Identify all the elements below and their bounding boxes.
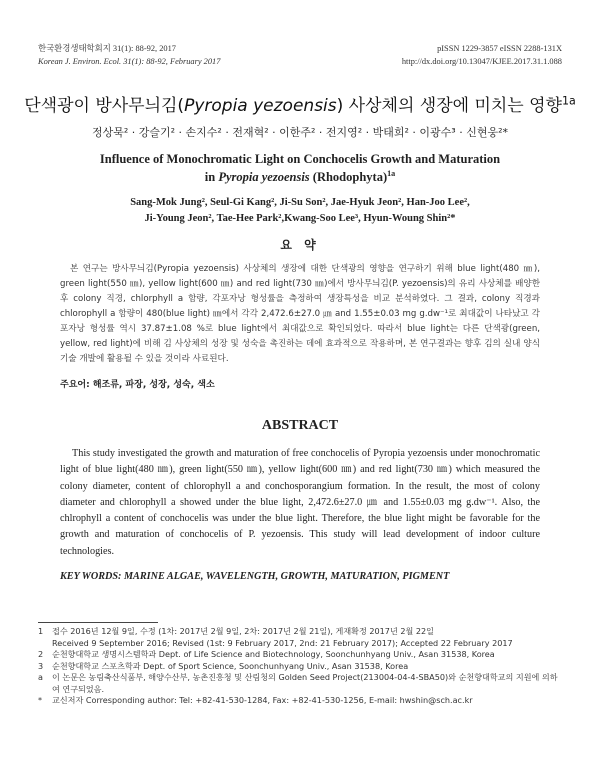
footnote-text: 접수 2016년 12월 9일, 수정 (1차: 2017년 2월 9일, 2차: 2017년 2월 21일), 게재확정 2017년 2월 22일 xyxy=(52,626,434,636)
title-kr-sup: 1a xyxy=(561,94,576,108)
authors-en xyxy=(40,195,560,227)
footnote-mark: 2 xyxy=(38,649,44,659)
footnote-mark: * xyxy=(38,695,43,705)
authors-en-line2: Ji-Young Jeon², Tae-Hee Park²,Kwang-Soo Lee³, Hyun-Woung Shin²* xyxy=(144,213,456,224)
footnote-text: 순천향대학교 스포츠학과 Dept. of Sport Science, Soonchunhyang Univ., Asan 31538, Korea xyxy=(52,660,409,671)
footnote-mark: 1 xyxy=(38,626,44,636)
title-kr-pre: 단색광이 방사무늬김( xyxy=(24,96,185,116)
footnote-mark: 3 xyxy=(38,660,44,671)
page-title-en xyxy=(40,150,560,186)
abstract-en-text: This study investigated the growth and maturation of free conchocelis of Pyropia yezoensis under monochromatic light of blue light(480 ㎚), green light(550 ㎚), yellow light(600 ㎚) and red light(730 ㎚) which measured the colony diameter, content of chlorophyll a and conchosporangium formation. In the result, the most of colony diameter and chlorophyll a showed under the blue light, 2,472.6±27.0 ㎛ and 1.55±0.03 mg g.dw⁻¹. Also, the chlrophyll a content of conchocelis was under the blue light. Therefore, the blue light might be favorable for the growth and maturation of conchocelis of P. yezoensis. This study will lead development of indoor culture technologies. xyxy=(60,448,540,557)
footnote-divider xyxy=(38,622,158,623)
footnote-mark xyxy=(38,638,52,650)
authors-en-line1: Sang-Mok Jung², Seul-Gi Kang², Ji-Su Son², Jae-Hyuk Jeon², Han-Joo Lee², xyxy=(130,197,470,208)
footnote-text: 교신저자 Corresponding author: Tel: +82-41-530-1284, Fax: +82-41-530-1256, E-mail: hwshin@sch.ac.kr xyxy=(52,695,473,705)
journal-citation-kr: 한국환경생태학회지 31(1): 88-92, 2017 xyxy=(38,44,176,53)
keywords-en: KEY WORDS: MARINE ALGAE, WAVELENGTH, GROWTH, MATURATION, PIGMENT xyxy=(60,571,450,582)
footnote xyxy=(38,638,562,650)
abstract-kr-text: 본 연구는 방사무늬김(Pyropia yezoensis) 사상체의 생장에 대한 단색광의 영향을 연구하기 위해 blue light(480 ㎚), green light(550 ㎚), yellow light(600 ㎚) and red light(730 ㎚)에서 방사무늬김(P. yezoensis)의 유리 사상체를 배양한 후 colony 직경, chlorphyll a 함량, 각포자낭 형성률을 측정하여 생장특성을 비교 분석하였다. 그 결과, colony 직경과 chlorophyll a 함량이 480(blue light) ㎚에서 각각 2,472.6±27.0 ㎛ and 1.55±0.03 mg g.dw⁻¹로 최대값이 나타났고 각포자낭 형성률 역시 37.87±1.08 %로 blue light에서 최대값으로 확인되었다. 따라서 blue light는 다른 단색광(green, yellow, red light)에 비해 김 사상체의 성장 및 성숙을 촉진하는 데에 효과적으로 작용하며, 본 연구결과는 향후 김의 실내 양식 기술 개발에 활용될 수 있을 것이라 사료된다. xyxy=(60,264,540,364)
yoyak-heading: 요 약 xyxy=(280,238,320,252)
footnote xyxy=(38,672,562,695)
title-kr-post: ) 사상체의 생장에 미치는 영향 xyxy=(336,96,562,116)
title-en-species: Pyropia yezoensis xyxy=(218,170,310,184)
footnote xyxy=(38,649,562,661)
journal-citation-en: Korean J. Environ. Ecol. 31(1): 88-92, February 2017 xyxy=(38,57,221,66)
footnote-text: 이 논문은 농림축산식품부, 해양수산부, 농촌진흥청 및 산림청의 Golden Seed Project(213004-04-4-SBA50)와 순천향대학교의 지원에 의하여 연구되었음. xyxy=(52,672,558,694)
footnote xyxy=(38,695,562,707)
abstract-kr xyxy=(60,262,540,367)
abstract-heading: ABSTRACT xyxy=(261,418,339,433)
keywords-kr: 주요어: 해조류, 파장, 성장, 성숙, 색소 xyxy=(60,380,215,390)
footnote-text: 순천향대학교 생명시스템학과 Dept. of Life Science and Biotechnology, Soonchunhyang Univ., Asan 31538, Korea xyxy=(52,649,495,659)
footnote-text: Received 9 September 2016; Revised (1st: 9 February 2017, 2nd: 21 February 2017); Accepted 22 February 2017 xyxy=(52,637,513,648)
abstract-en xyxy=(60,446,540,560)
title-en-prefix: in xyxy=(204,170,219,184)
title-en-line1: Influence of Monochromatic Light on Conchocelis Growth and Maturation xyxy=(99,152,501,166)
authors-kr: 정상묵² · 강슬기² · 손지수² · 전재혁² · 이한주² · 전지영² · 박태희² · 이광수³ · 신현웅²* xyxy=(91,126,508,139)
issn: pISSN 1229-3857 eISSN 2288-131X xyxy=(437,44,562,53)
page-title-kr xyxy=(0,95,600,117)
doi-link[interactable]: http://dx.doi.org/10.13047/KJEE.2017.31.1.088 xyxy=(401,57,562,66)
title-kr-species: Pyropia yezoensis xyxy=(184,96,337,116)
footnote xyxy=(38,661,562,673)
footnote-mark: a xyxy=(38,672,43,682)
title-en-line2 xyxy=(40,168,560,186)
footnotes xyxy=(38,626,562,707)
footnote xyxy=(38,626,562,638)
title-en-sup: 1a xyxy=(387,168,396,178)
title-en-suffix: (Rhodophyta) xyxy=(309,170,388,184)
